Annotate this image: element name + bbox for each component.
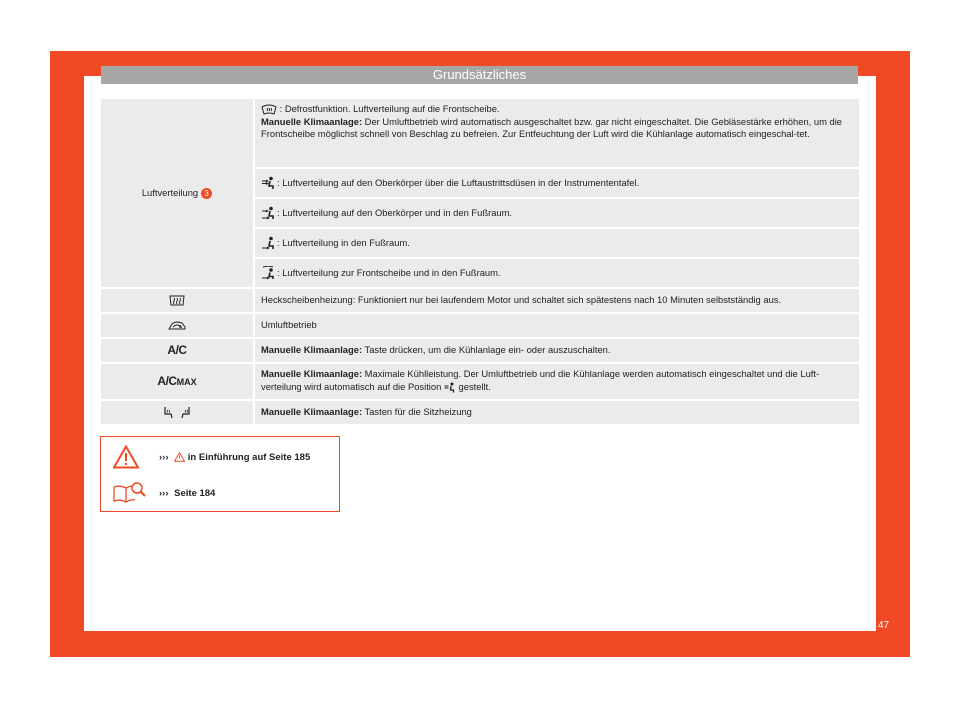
airflow-options — [255, 99, 859, 289]
airflow-footwell-icon — [261, 236, 277, 250]
seat-heating-icon — [162, 406, 192, 419]
icon-cell — [101, 364, 253, 399]
section-header — [101, 66, 858, 84]
table-row — [101, 401, 859, 426]
table-row — [101, 339, 859, 364]
airflow-upper-body-icon — [444, 382, 456, 393]
airflow-upper-body-footwell-icon — [261, 206, 277, 220]
airflow-option-text: : Luftverteilung auf den Oberkörper und in den Fußraum. — [277, 206, 513, 218]
description-text: Tasten für die Sitzheizung — [362, 406, 472, 418]
description-cell — [255, 289, 859, 312]
icon-cell — [101, 289, 253, 312]
description-text-end: gestellt. — [455, 380, 491, 392]
ac-max-button-symbol: A/CMAX — [157, 373, 197, 388]
airflow-option-text: : Defrostfunktion. Luftverteilung auf die Frontscheibe. — [279, 103, 500, 114]
description-cell — [255, 401, 859, 424]
description-cell — [255, 364, 859, 399]
airflow-option-upper-body — [255, 169, 859, 197]
icon-cell — [101, 339, 253, 362]
table-row-airflow — [101, 99, 859, 289]
recirculation-icon — [167, 320, 187, 332]
airflow-option-text: : Luftverteilung auf den Oberkörper über die Luftaustrittsdüsen in der Instrumententafel. — [277, 176, 640, 188]
table-row — [101, 364, 859, 401]
airflow-label: Luftverteilung — [141, 186, 199, 198]
airflow-upper-body-icon — [261, 176, 277, 190]
warning-small-icon — [174, 452, 185, 462]
reference-number: 3 — [201, 188, 212, 199]
windscreen-defrost-icon — [261, 104, 277, 116]
warning-reference-text[interactable]: ››› in Einführung auf Seite 185 — [159, 451, 311, 463]
airflow-label-cell — [101, 99, 253, 287]
manual-ac-label: Manuelle Klimaanlage: — [261, 406, 363, 418]
icon-cell — [101, 314, 253, 337]
ac-button-symbol: A/C — [167, 343, 187, 358]
section-title: Grundsätzliches — [432, 67, 527, 82]
airflow-option-windscreen-footwell — [255, 259, 859, 287]
rear-window-heating-icon — [169, 294, 185, 307]
airflow-windscreen-footwell-icon — [261, 266, 277, 280]
description-cell — [255, 314, 859, 337]
description-text: Umluftbetrieb — [261, 319, 317, 331]
description-text: Maximale Kühlleistung. Der Umluftbetrieb und die Kühlanlage werden automatisch eingeschaltet und die Luft-verteilung wird automatisch auf die Position — [261, 368, 820, 392]
icon-cell — [101, 401, 253, 424]
manual-ac-label: Manuelle Klimaanlage: — [261, 368, 363, 379]
reference-box — [100, 436, 340, 512]
page-number: 47 — [878, 620, 890, 631]
manual-ac-label: Manuelle Klimaanlage: — [261, 344, 363, 356]
table-row — [101, 289, 859, 314]
description-text: Taste drücken, um die Kühlanlage ein- oder auszuschalten. — [362, 344, 611, 356]
description-cell — [255, 339, 859, 362]
book-reference — [113, 481, 215, 505]
airflow-option-text: : Luftverteilung in den Fußraum. — [277, 236, 410, 248]
airflow-option-defrost — [255, 99, 859, 167]
warning-reference — [113, 445, 310, 469]
airflow-option-text: : Luftverteilung zur Frontscheibe und in den Fußraum. — [277, 266, 501, 278]
book-reference-text[interactable]: ››› Seite 184 — [159, 487, 216, 499]
manual-ac-label: Manuelle Klimaanlage: — [261, 115, 363, 127]
airflow-option-detail: Der Umluftbetrieb wird automatisch ausgeschaltet bzw. gar nicht eingeschaltet. Die Gebläsestärke erhöhen, um die Frontscheibe möglichst schnell von Beschlag zu befreien. Zur Entfeuchtung der Luft wird die Kühlanlage automatisch eingeschal-tet. — [261, 115, 843, 140]
table-row — [101, 314, 859, 339]
warning-triangle-icon — [113, 445, 139, 469]
book-magnifier-icon — [113, 481, 147, 505]
airflow-option-upper-body-footwell — [255, 199, 859, 227]
controls-table — [101, 99, 859, 426]
description-text: Heckscheibenheizung: Funktioniert nur bei laufendem Motor und schaltet sich spätestens nach 10 Minuten selbstständig aus. — [261, 294, 782, 306]
airflow-option-footwell — [255, 229, 859, 257]
